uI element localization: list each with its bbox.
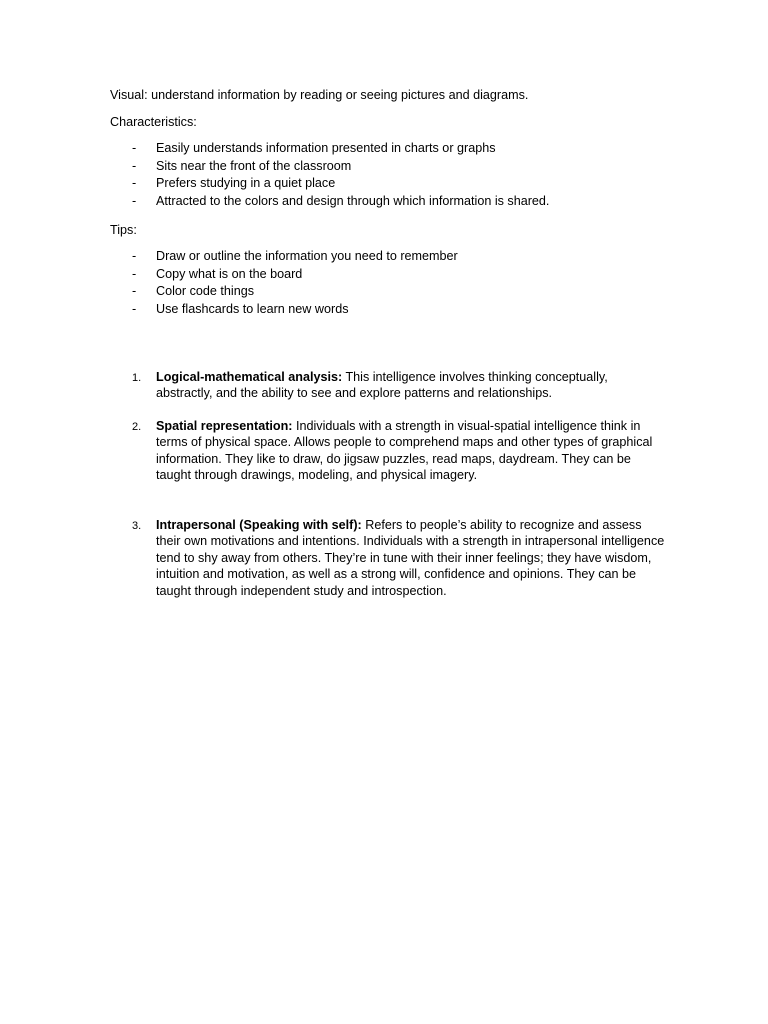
bullet-dash: - bbox=[132, 284, 137, 299]
list-item-body bbox=[156, 517, 666, 599]
list-item bbox=[110, 140, 549, 158]
intelligence-description: Individuals with a strength in visual-spatial intelligence think in terms of physical space. Allows people to comprehend maps and other types of graphical information. They like to draw, do jigsaw puzzles, read maps, daydream. They can be taught through drawings, modeling, and physical imagery. bbox=[156, 419, 653, 483]
bullet-dash: - bbox=[132, 302, 137, 317]
intelligence-term: Logical-mathematical analysis: bbox=[156, 370, 343, 384]
list-item-body bbox=[156, 369, 666, 402]
bullet-dash: - bbox=[132, 158, 137, 173]
list-number: 1. bbox=[132, 372, 142, 384]
list-item bbox=[110, 248, 458, 266]
characteristics-heading: Characteristics: bbox=[110, 115, 197, 129]
list-item-text: Attracted to the colors and design through which information is shared. bbox=[156, 194, 550, 209]
bullet-dash: - bbox=[132, 249, 137, 263]
list-item bbox=[110, 301, 458, 319]
characteristics-list bbox=[110, 140, 549, 211]
list-item-text: Draw or outline the information you need to remember bbox=[156, 249, 458, 263]
visual-intro: Visual: understand information by reading or seeing pictures and diagrams. bbox=[110, 88, 529, 102]
list-item-text: Easily understands information presented in charts or graphs bbox=[156, 141, 496, 155]
intelligence-term: Spatial representation: bbox=[156, 419, 293, 433]
tips-heading: Tips: bbox=[110, 223, 137, 237]
list-item-text: Sits near the front of the classroom bbox=[156, 158, 352, 173]
bullet-dash: - bbox=[132, 141, 137, 155]
list-item bbox=[110, 175, 549, 193]
bullet-dash: - bbox=[132, 176, 137, 191]
list-item-text: Prefers studying in a quiet place bbox=[156, 176, 336, 191]
intelligence-term: Intrapersonal (Speaking with self): bbox=[156, 518, 362, 532]
list-item-body bbox=[156, 418, 666, 484]
list-item-text: Color code things bbox=[156, 284, 255, 299]
bullet-dash: - bbox=[132, 194, 137, 209]
list-number: 3. bbox=[132, 520, 142, 532]
list-item-text: Use flashcards to learn new words bbox=[156, 302, 349, 317]
bullet-dash: - bbox=[132, 266, 137, 281]
list-item-intrapersonal bbox=[110, 517, 670, 599]
list-item bbox=[110, 266, 458, 284]
list-number: 2. bbox=[132, 421, 142, 433]
list-item-logical-mathematical bbox=[110, 369, 670, 402]
intelligence-description: Refers to people’s ability to recognize and assess their own motivations and intentions. Individuals with a strength in intrapersonal intelligence tend to shy away from others. They’re in tune with their inner feelings; they have wisdom, intuition and motivation, as well as a strong will, confidence and opinions. They can be taught through independent study and introspection. bbox=[156, 518, 665, 598]
list-item-spatial-representation bbox=[110, 418, 670, 484]
list-item bbox=[110, 158, 549, 176]
list-item bbox=[110, 283, 458, 301]
tips-list bbox=[110, 248, 458, 319]
list-item bbox=[110, 193, 549, 211]
list-item-text: Copy what is on the board bbox=[156, 266, 303, 281]
intelligence-description: This intelligence involves thinking conceptually, abstractly, and the ability to see and explore patterns and relationships. bbox=[156, 370, 608, 401]
